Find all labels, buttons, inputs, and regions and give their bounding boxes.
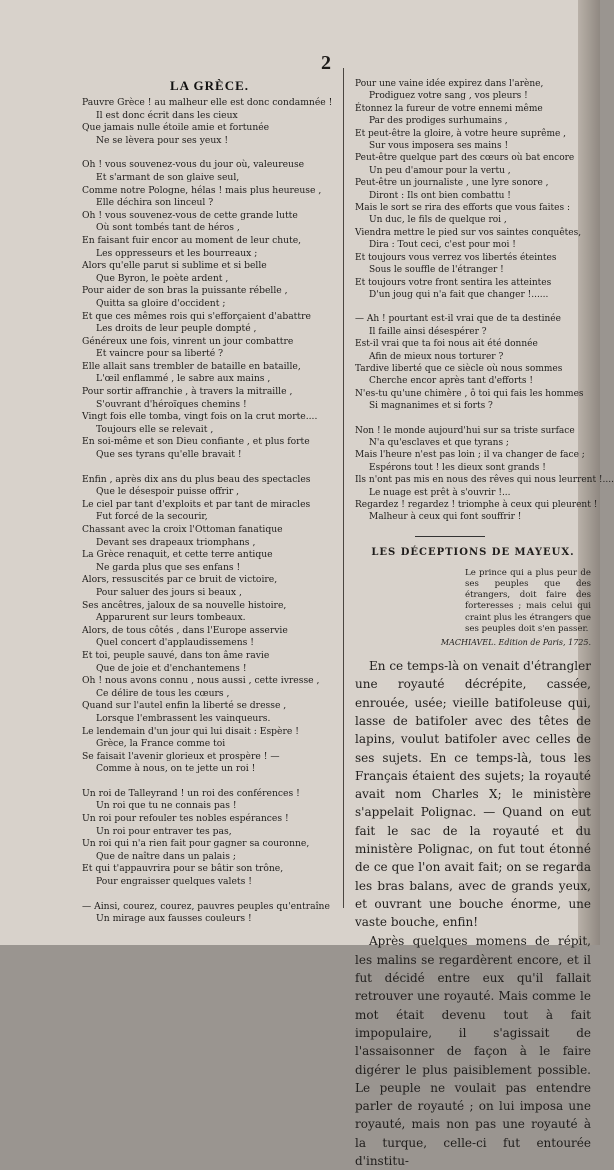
poem-line: Que le désespoir puisse offrir ,	[96, 486, 240, 498]
poem-line: La Grèce renaquit, et cette terre antique	[82, 549, 273, 561]
poem-line: N'es-tu qu'une chimère , ô toi qui fais les hommes	[355, 388, 584, 399]
poem-line: Et toi, peuple sauvé, dans ton âme ravie	[82, 649, 270, 661]
poem-line: Et vaincre pour sa liberté ?	[96, 348, 224, 360]
poem-line: Regardez ! regardez ! triomphe à ceux qui pleurent !	[355, 500, 598, 510]
poem-line: En faisant fuir encor au moment de leur chute,	[82, 234, 302, 246]
poem-line: Où sont tombés tant de héros ,	[96, 222, 240, 234]
poem-line: Vingt fois elle tomba, vingt fois on la crut morte....	[82, 411, 318, 423]
poem-line: Afin de mieux nous torturer ?	[369, 351, 504, 362]
poem-line: Ne se lèvera pour ses yeux !	[96, 134, 229, 146]
poem-line: Apparurent sur leurs tombeaux.	[96, 612, 246, 624]
poem-line: Sur vous imposera ses mains !	[369, 141, 509, 152]
poem-line: Il est donc écrit dans les cieux	[96, 109, 238, 121]
poem-line: Mais l'heure n'est pas loin ; il va changer de face ;	[355, 450, 585, 461]
poem-line: N'a qu'esclaves et que tyrans ;	[369, 437, 509, 448]
poem-line: Par des prodiges surhumains ,	[369, 116, 508, 127]
poem-line: Lorsque l'embrassent les vainqueurs.	[96, 712, 271, 724]
poem-line: Un duc, le fils de quelque roi ,	[369, 215, 507, 226]
poem-line: Ce délire de tous les cœurs ,	[96, 687, 230, 699]
poem-line: Enfin , après dix ans du plus beau des spectacles	[82, 473, 311, 485]
poem-line: Un roi pour entraver tes pas,	[96, 825, 232, 837]
section-separator	[415, 536, 485, 537]
poem-body	[82, 97, 337, 926]
poem-line: Elle déchira son linceul ?	[96, 197, 214, 209]
poem-line: Quitta sa gloire d'occident ;	[96, 297, 226, 309]
poem-line: Alors qu'elle parut si sublime et si belle	[82, 260, 267, 272]
poem-line: Alors, de tous côtés , dans l'Europe asservie	[82, 624, 288, 636]
poem-line: Généreux une fois, vinrent un jour combattre	[82, 335, 294, 347]
poem-line: Un mirage aux fausses couleurs !	[96, 913, 252, 925]
article-title: LES DÉCEPTIONS DE MAYEUX.	[371, 546, 575, 558]
article-paragraph: Après quelques momens de répit, les malins se regardèrent encore, et il fut décidé entre eux qu'il fallait retrouver une royauté. Mais comme le mot était devenu tout à fait impopulaire, il s'agissait de l'assaisonner de façon à le faire digérer le plus paisiblement possible. Le peuple ne voulait pas entendre parler de royauté ; on lui imposa une royauté, mais non pas une royauté à la turque, celle-ci fut entourée d'institu-	[355, 934, 591, 1169]
poem-line: En soi-même et son Dieu confiante , et plus forte	[82, 436, 310, 448]
poem-line: Que jamais nulle étoile amie et fortunée	[82, 122, 270, 134]
poem-stanza	[82, 788, 337, 889]
poem-stanza	[355, 425, 614, 524]
page-number: 2	[321, 52, 331, 74]
left-column	[82, 78, 337, 938]
poem-stanza	[355, 78, 591, 301]
poem-line: Elle allait sans trembler de bataille en bataille,	[82, 360, 301, 372]
article-paragraph: En ce temps-là on venait d'étrangler une royauté décrépite, cassée, enrouée, usée; vieille batifoleuse qui, lasse de batifoler avec des têtes de lapins, voulut batifoler avec celles de ses sujets. En ce temps-là, tous les Français étaient des sujets; la royauté avait nom Charles X; le ministère s'appelait Polignac. — Quand on eut fait le sac de la royauté et du ministère Polignac, on fut tout étonné de ce que l'on avait fait; on se regarda les bras balans, avec de grands yeux, et ouvrant une bouche énorme, une vaste bouche, enfin!	[355, 659, 591, 930]
poem-line: Toujours elle se relevait ,	[96, 423, 214, 435]
poem-line: Et que ces mêmes rois qui s'efforçaient d'abattre	[82, 310, 311, 322]
poem-line: Oh ! vous souvenez-vous de cette grande lutte	[82, 209, 298, 221]
poem-line: Le ciel par tant d'exploits et par tant de miracles	[82, 498, 311, 510]
poem-line: Ne garda plus que ses enfans !	[96, 561, 241, 573]
poem-title: LA GRÈCE.	[169, 78, 250, 93]
article-epigraph: Le prince qui a plus peur de ses peuples que des étrangers, doit faire des forteresses ; mais celui qui craint plus les étrangers que ses peuples doit s'en passer.	[465, 567, 591, 634]
poem-line: Comme notre Pologne, hélas ! mais plus heureuse ,	[82, 184, 322, 196]
poem-line: Le nuage est prêt à s'ouvrir !...	[369, 487, 511, 498]
poem-line: Les droits de leur peuple dompté ,	[96, 323, 257, 335]
poem-line: Le lendemain d'un jour qui lui disait : Espère !	[82, 725, 299, 737]
poem-line: Un roi que tu ne connais pas !	[96, 800, 237, 812]
poem-line: Pour saluer des jours si beaux ,	[96, 586, 242, 598]
poem-line: Quand sur l'autel enfin la liberté se dresse ,	[82, 700, 287, 712]
epigraph-source: MACHIAVEL. Edition de Paris, 1725.	[440, 638, 591, 648]
poem-line: D'un joug qui n'a fait que changer !......	[369, 289, 549, 300]
poem-line: Malheur à ceux qui font souffrir !	[369, 512, 522, 523]
poem-line: Oh ! nous avons connu , nous aussi , cette ivresse ,	[82, 675, 320, 687]
poem-line: Un peu d'amour pour la vertu ,	[369, 165, 511, 176]
poem-line: Devant ses drapeaux triomphans ,	[96, 536, 256, 548]
poem-line: Que Byron, le poète ardent ,	[96, 272, 229, 284]
poem-line: Diront : Ils ont bien combattu !	[369, 190, 511, 201]
poem-line: Comme à nous, on te jette un roi !	[96, 763, 256, 775]
poem-line: Et toujours vous verrez vos libertés éteintes	[355, 252, 557, 263]
poem-line: Cherche encor après tant d'efforts !	[369, 376, 533, 387]
poem-line: Sous le souffle de l'étranger !	[369, 265, 504, 276]
poem-line: Dira : Tout ceci, c'est pour moi !	[369, 240, 516, 251]
poem-stanza	[82, 97, 337, 147]
poem-line: Quel concert d'applaudissemens !	[96, 637, 254, 649]
poem-line: — Ah ! pourtant est-il vrai que de ta destinée	[355, 314, 561, 325]
poem-line: Non ! le monde aujourd'hui sur sa triste surface	[355, 425, 575, 436]
poem-line: Est-il vrai que ta foi nous ait été donnée	[355, 339, 538, 350]
poem-line: Ses ancêtres, jaloux de sa nouvelle histoire,	[82, 599, 287, 611]
poem-line: Pour aider de son bras la puissante rébelle ,	[82, 285, 288, 297]
poem-line: Et peut-être la gloire, à votre heure suprême ,	[355, 128, 567, 139]
poem-line: Et s'armant de son glaive seul,	[96, 171, 240, 183]
poem-stanza	[82, 159, 337, 461]
column-divider	[343, 68, 344, 908]
poem-stanza	[82, 474, 337, 776]
poem-stanza	[355, 313, 591, 412]
poem-line: Un roi pour refouler tes nobles espérances !	[82, 813, 289, 825]
poem-line: Alors, ressuscités par ce bruit de victoire,	[82, 574, 278, 586]
poem-continuation	[355, 78, 614, 524]
poem-line: Chassant avec la croix l'Ottoman fanatique	[82, 524, 283, 535]
poem-line: Que de joie et d'enchantemens !	[96, 662, 247, 674]
poem-line: Prodiguez votre sang , vos pleurs !	[369, 91, 528, 102]
poem-line: Que de naître dans un palais ;	[96, 850, 236, 862]
poem-line: Fut forcé de la secourir,	[96, 511, 208, 523]
poem-line: Grèce, la France comme toi	[96, 738, 226, 750]
poem-stanza	[82, 901, 337, 926]
poem-line: Un roi de Talleyrand ! un roi des conférences !	[82, 787, 300, 799]
poem-line: Pour engraisser quelques valets !	[96, 876, 252, 888]
poem-line: Pauvre Grèce ! au malheur elle est donc condamnée !	[82, 97, 333, 108]
poem-line: Étonnez la fureur de votre ennemi même	[355, 103, 543, 114]
poem-line: Pour une vaine idée expirez dans l'arène,	[355, 79, 544, 89]
poem-line: Se faisait l'avenir glorieux et prospère ! —	[82, 750, 280, 762]
poem-line: — Ainsi, courez, courez, pauvres peuples qu'entraîne	[82, 900, 330, 912]
poem-line: Pour sortir affranchie , à travers la mitraille ,	[82, 386, 293, 398]
poem-line: Si magnanimes et si forts ?	[369, 401, 493, 412]
poem-line: Mais le sort se rira des efforts que vous faites :	[355, 203, 570, 214]
poem-line: Oh ! vous souvenez-vous du jour où, valeureuse	[82, 159, 305, 171]
poem-line: Peut-être un journaliste , une lyre sonore ,	[355, 178, 549, 189]
poem-line: Les oppresseurs et les bourreaux ;	[96, 247, 258, 259]
poem-line: Et toujours votre front sentira les atteintes	[355, 277, 552, 288]
poem-line: Peut-être quelque part des cœurs où bat encore	[355, 153, 575, 164]
right-column	[355, 78, 614, 1170]
poem-line: Espérons tout ! les dieux sont grands !	[369, 462, 546, 473]
poem-line: L'œil enflammé , le sabre aux mains ,	[96, 373, 271, 385]
poem-line: S'ouvrant d'héroïques chemins !	[96, 398, 247, 410]
poem-line: Un roi qui n'a rien fait pour gagner sa couronne,	[82, 838, 310, 850]
poem-line: Que ses tyrans qu'elle bravait !	[96, 449, 242, 461]
poem-line: Viendra mettre le pied sur vos saintes conquêtes,	[355, 227, 582, 238]
poem-line: Ils n'ont pas mis en nous des rêves qui nous leurrent !....	[355, 475, 614, 486]
poem-line: Et qui t'appauvrira pour se bâtir son trône,	[82, 863, 284, 875]
poem-line: Tardive liberté que ce siècle où nous sommes	[355, 363, 563, 374]
poem-line: Il faille ainsi désespérer ?	[369, 326, 487, 337]
